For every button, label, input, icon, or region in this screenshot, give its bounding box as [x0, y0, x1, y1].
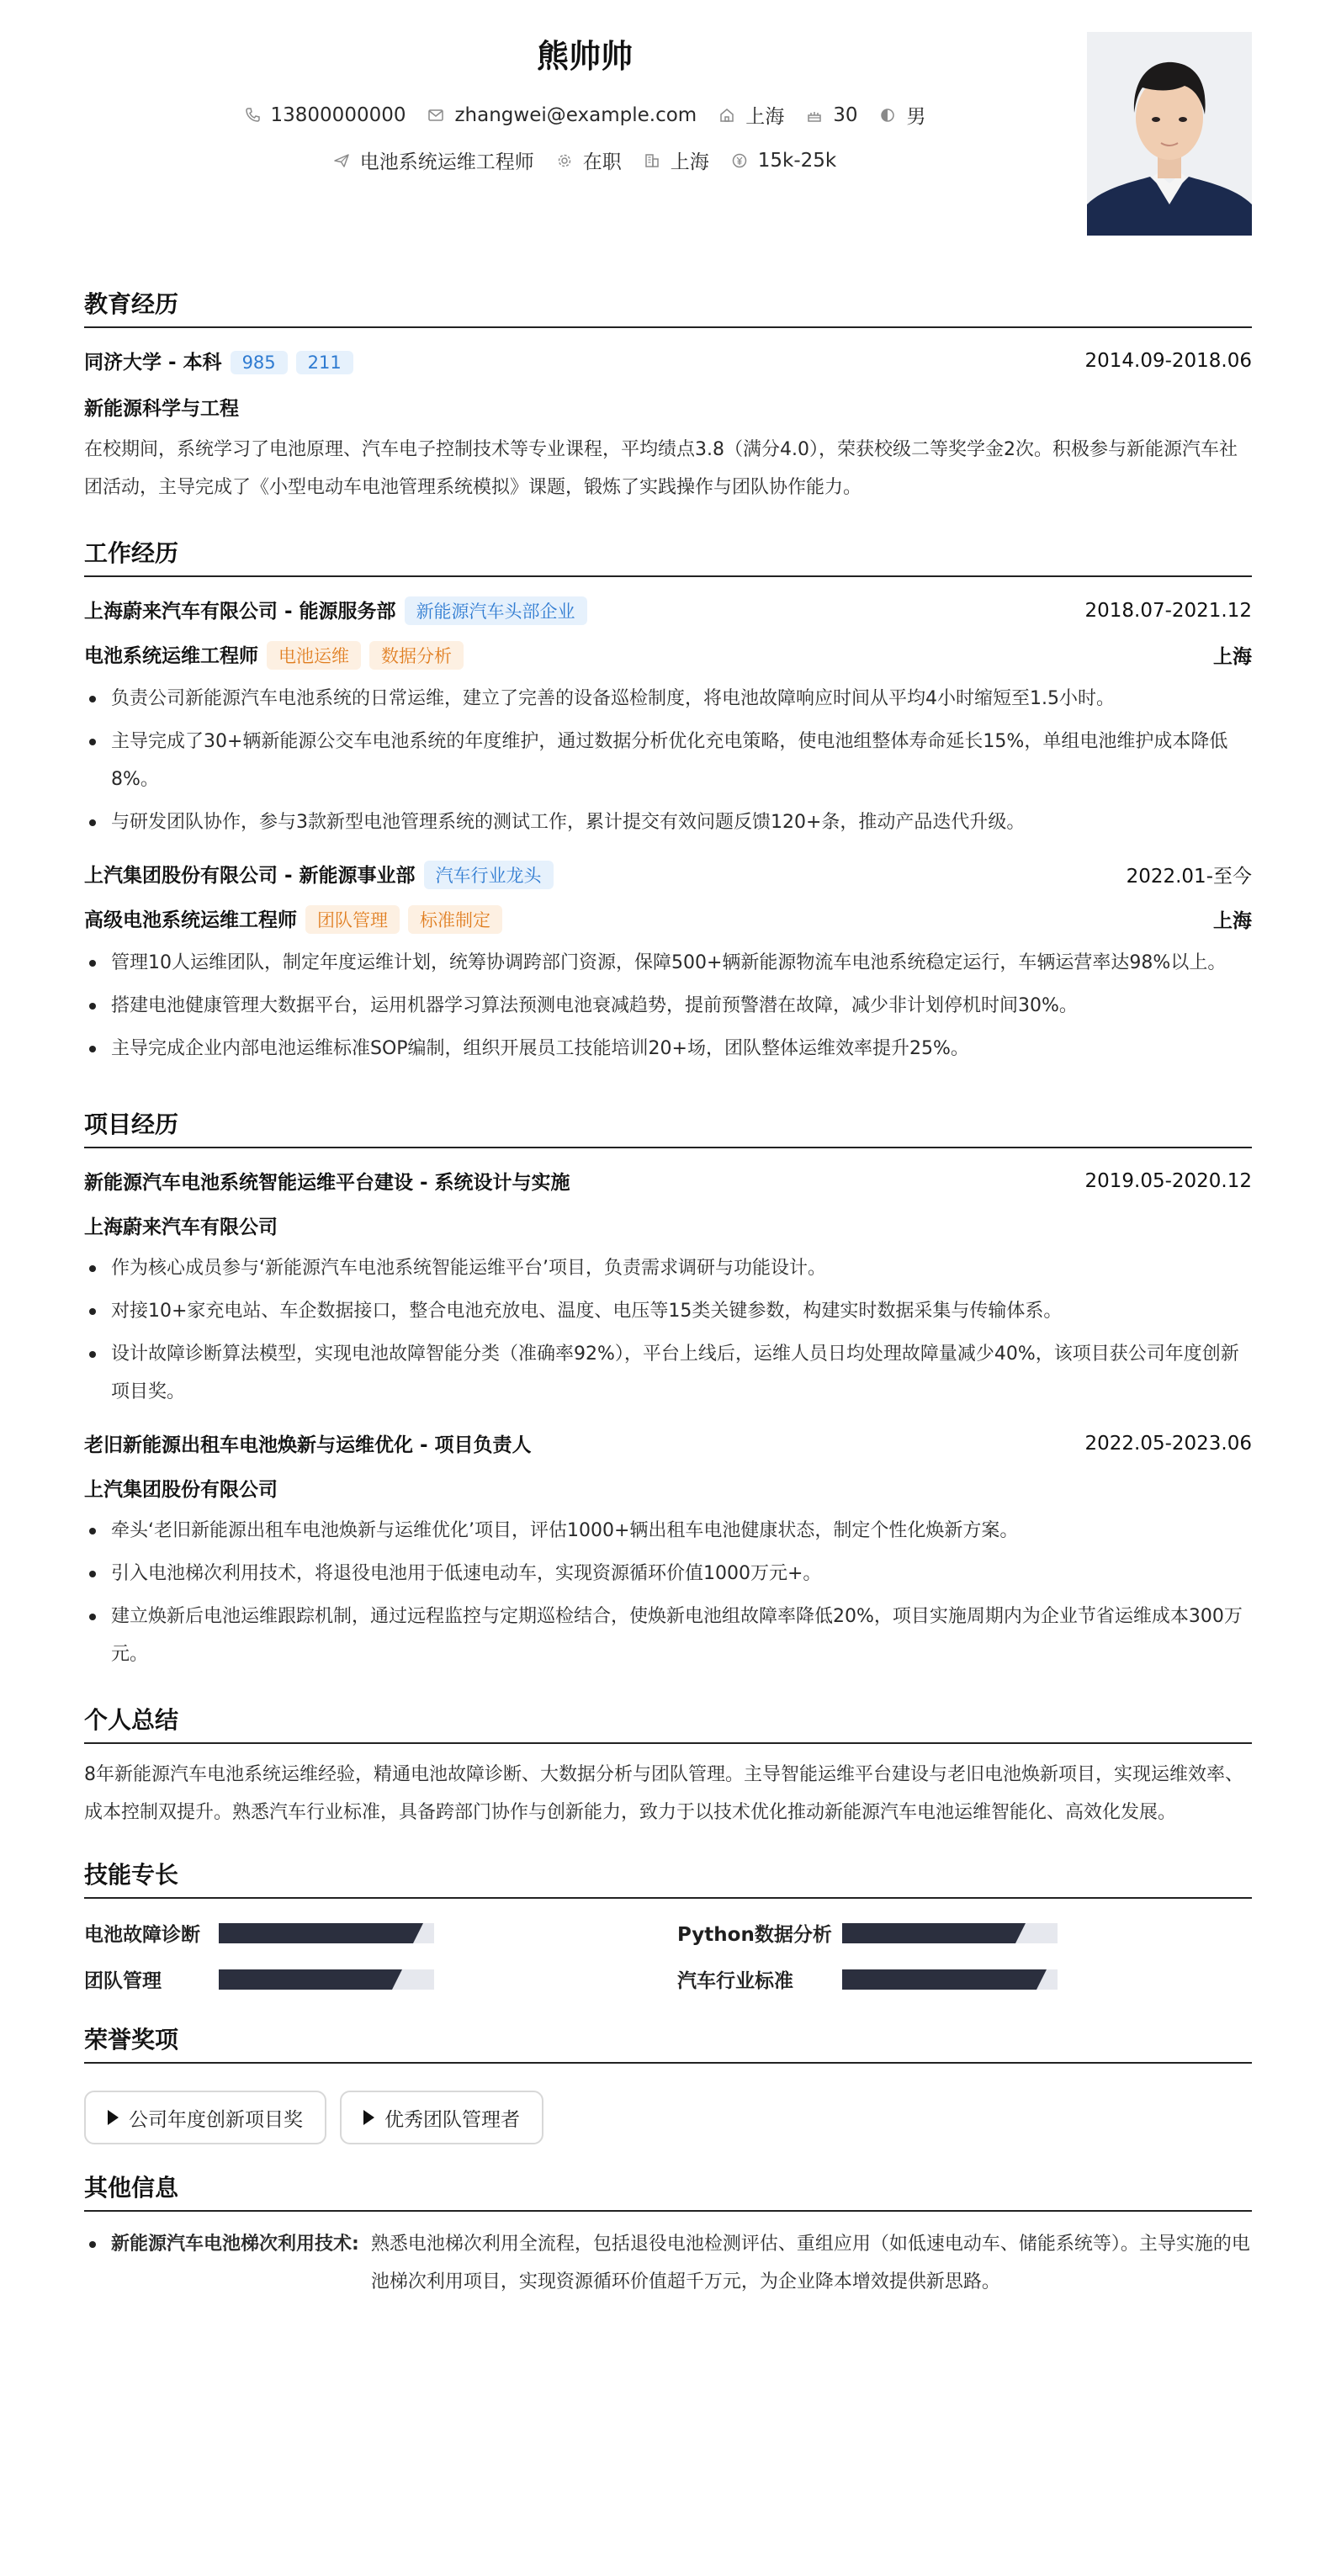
avatar	[1087, 32, 1252, 236]
work-location: 上海	[1213, 646, 1252, 668]
project-header	[84, 1429, 1252, 1457]
skill-bar-fill	[219, 1969, 392, 1990]
summary-section	[84, 1702, 1252, 1831]
project-org: 上海蔚来汽车有限公司	[84, 1216, 278, 1238]
coin-icon	[731, 152, 748, 169]
list-item: 搭建电池健康管理大数据平台，运用机器学习算法预测电池衰减趋势，提前预警潜在故障，减少非计划停机时间30%。	[84, 987, 1252, 1025]
role-name: 电池系统运维工程师	[84, 645, 258, 667]
role-tag: 团队管理	[305, 905, 400, 934]
list-item: 设计故障诊断算法模型，实现电池故障智能分类（准确率92%），平台上线后，运维人员日均处理故障量减少40%，该项目获公司年度创新项目奖。	[84, 1335, 1252, 1411]
skill-bar-fill	[842, 1969, 1036, 1990]
list-item: 对接10+家充电站、车企数据接口，整合电池充放电、温度、电压等15类关键参数，构建实时数据采集与传输体系。	[84, 1292, 1252, 1330]
position-text: 电池系统运维工程师	[359, 151, 534, 173]
honor-badge	[340, 2091, 543, 2144]
skill-item	[84, 1919, 677, 1947]
company-line	[84, 596, 587, 625]
role-tag: 数据分析	[369, 641, 464, 670]
skill-item	[677, 1965, 1254, 1993]
skill-bar	[219, 1923, 434, 1943]
skill-bar-fill	[219, 1923, 413, 1943]
skill-item	[84, 1965, 677, 1993]
list-item: 牵头‘老旧新能源出租车电池焕新与运维优化’项目，评估1000+辆出租车电池健康状态，制定个性化焕新方案。	[84, 1512, 1252, 1550]
play-icon	[363, 2110, 374, 2125]
status-info	[556, 146, 622, 174]
skill-bar	[219, 1969, 434, 1990]
work-date: 2018.07-2021.12	[1084, 599, 1252, 622]
list-item: 作为核心成员参与‘新能源汽车电池系统智能运维平台’项目，负责需求调研与功能设计。	[84, 1249, 1252, 1287]
skill-name: 汽车行业标准	[677, 1970, 793, 1992]
project-org: 上汽集团股份有限公司	[84, 1479, 278, 1501]
education-header	[84, 347, 1252, 374]
project-date: 2019.05-2020.12	[1084, 1169, 1252, 1192]
project-bullets	[84, 1249, 1252, 1411]
resume-header	[84, 0, 1252, 252]
honor-badge	[84, 2091, 326, 2144]
list-item: 与研发团队协作，参与3款新型电池管理系统的测试工作，累计提交有效问题反馈120+条，推动产品迭代升级。	[84, 803, 1252, 841]
list-item: 建立焕新后电池运维跟踪机制，通过远程监控与定期巡检结合，使焕新电池组故障率降低20%，项目实施周期内为企业节省运维成本300万元。	[84, 1598, 1252, 1673]
project-item	[84, 1429, 1252, 1673]
home-icon	[718, 107, 735, 124]
school-tag: 985	[231, 351, 288, 374]
work-item	[84, 860, 1252, 1068]
contact-row	[84, 101, 1085, 129]
other-list	[84, 2225, 1252, 2301]
major: 新能源科学与工程	[84, 398, 239, 420]
school-name: 同济大学 - 本科	[84, 352, 222, 374]
work-bullets	[84, 680, 1252, 841]
school-tag: 211	[296, 351, 353, 374]
phone-text: 13800000000	[270, 103, 406, 126]
job-intent-row	[84, 146, 1085, 174]
role-row	[84, 904, 1252, 934]
summary-title: 个人总结	[84, 1702, 1252, 1744]
status-text: 在职	[582, 151, 622, 173]
work-title: 工作经历	[84, 535, 1252, 577]
skills-grid	[84, 1919, 1252, 1993]
gender-text: 男	[906, 106, 926, 128]
gender-icon	[879, 107, 896, 124]
project-date: 2022.05-2023.06	[1084, 1432, 1252, 1455]
project-name: 老旧新能源出租车电池焕新与运维优化 - 项目负责人	[84, 1434, 532, 1456]
other-label: 新能源汽车电池梯次利用技术:	[111, 2234, 359, 2255]
building-icon	[644, 152, 660, 169]
city-info	[718, 101, 784, 129]
role-name: 高级电池系统运维工程师	[84, 909, 297, 931]
education-date: 2014.09-2018.06	[1084, 349, 1252, 372]
work-location: 上海	[1213, 910, 1252, 932]
list-item: 主导完成企业内部电池运维标准SOP编制，组织开展员工技能培训20+场，团队整体运维效率提升25%。	[84, 1030, 1252, 1068]
salary-text: 15k-25k	[757, 149, 837, 172]
send-icon	[333, 152, 350, 169]
gear-icon	[556, 152, 573, 169]
work-section	[84, 535, 1252, 1068]
company-tag: 汽车行业龙头	[424, 861, 554, 889]
skill-item	[677, 1919, 1254, 1947]
projects-section	[84, 1106, 1252, 1673]
other-text: 熟悉电池梯次利用全流程，包括退役电池检测评估、重组应用（如低速电动车、储能系统等）。主导实施的电池梯次利用项目，实现资源循环价值超千万元，为企业降本增效提供新思路。	[370, 2234, 1250, 2292]
list-item	[84, 2225, 1252, 2301]
skill-name: Python数据分析	[677, 1924, 832, 1946]
work-bullets	[84, 944, 1252, 1068]
work-date: 2022.01-至今	[1126, 866, 1252, 888]
list-item: 负责公司新能源汽车电池系统的日常运维，建立了完善的设备巡检制度，将电池故障响应时间从平均4小时缩短至1.5小时。	[84, 680, 1252, 718]
project-item	[84, 1167, 1252, 1411]
summary-text: 8年新能源汽车电池系统运维经验，精通电池故障诊断、大数据分析与团队管理。主导智能运维平台建设与老旧电池焕新项目，实现运维效率、成本控制双提升。熟悉汽车行业标准，具备跨部门协作与创新能力，致力于以技术优化推动新能源汽车电池运维智能化、高效化发展。	[84, 1764, 1244, 1823]
phone-icon	[244, 107, 261, 124]
phone-info	[244, 104, 406, 126]
play-icon	[108, 2110, 119, 2125]
role-tag: 电池运维	[267, 641, 361, 670]
honors-list	[84, 2091, 1252, 2144]
candidate-name: 熊帅帅	[536, 38, 633, 75]
age-text: 30	[833, 103, 858, 126]
projects-title: 项目经历	[84, 1106, 1252, 1148]
company-name: 上汽集团股份有限公司 - 新能源事业部	[84, 865, 416, 887]
email-info	[427, 104, 697, 126]
company-tag: 新能源汽车头部企业	[405, 596, 587, 625]
honors-section	[84, 2022, 1252, 2144]
other-title: 其他信息	[84, 2170, 1252, 2212]
age-icon	[806, 107, 823, 124]
mail-icon	[427, 107, 444, 124]
project-header	[84, 1167, 1252, 1195]
target-city-info	[644, 146, 709, 174]
school-line	[84, 347, 353, 374]
list-item: 管理10人运维团队，制定年度运维计划，统筹协调跨部门资源，保障500+辆新能源物流车电池系统稳定运行，车辆运营率达98%以上。	[84, 944, 1252, 982]
role-line	[84, 904, 502, 934]
list-item: 引入电池梯次利用技术，将退役电池用于低速电动车，实现资源循环价值1000万元+。	[84, 1555, 1252, 1593]
age-info	[806, 104, 857, 126]
target-city-text: 上海	[670, 151, 709, 173]
project-bullets	[84, 1512, 1252, 1673]
work-header	[84, 860, 1252, 889]
education-description: 在校期间，系统学习了电池原理、汽车电子控制技术等专业课程，平均绩点3.8（满分4.0），荣获校级二等奖学金2次。积极参与新能源汽车社团活动，主导完成了《小型电动车电池管理系统模拟》课题，锻炼了实践操作与团队协作能力。	[84, 439, 1238, 498]
other-section	[84, 2170, 1252, 2301]
skill-name: 电池故障诊断	[84, 1924, 200, 1946]
honor-label: 公司年度创新项目奖	[129, 2108, 303, 2131]
skills-section	[84, 1857, 1252, 1993]
role-row	[84, 640, 1252, 670]
role-line	[84, 640, 464, 670]
project-name: 新能源汽车电池系统智能运维平台建设 - 系统设计与实施	[84, 1172, 570, 1194]
skill-bar-fill	[842, 1923, 1015, 1943]
skill-name: 团队管理	[84, 1970, 162, 1992]
education-title: 教育经历	[84, 286, 1252, 328]
work-item	[84, 596, 1252, 841]
skill-bar	[842, 1969, 1058, 1990]
skills-title: 技能专长	[84, 1857, 1252, 1899]
email-text: zhangwei@example.com	[454, 103, 697, 126]
other-item	[111, 2225, 1252, 2301]
work-header	[84, 596, 1252, 625]
salary-info	[731, 150, 836, 172]
honors-title: 荣誉奖项	[84, 2022, 1252, 2064]
gender-info	[879, 101, 925, 129]
company-line	[84, 860, 554, 889]
education-section	[84, 286, 1252, 506]
city-text: 上海	[745, 106, 785, 128]
skill-bar	[842, 1923, 1058, 1943]
position-info	[333, 146, 534, 174]
honor-label: 优秀团队管理者	[384, 2108, 520, 2131]
list-item: 主导完成了30+辆新能源公交车电池系统的年度维护，通过数据分析优化充电策略，使电池组整体寿命延长15%，单组电池维护成本降低8%。	[84, 723, 1252, 798]
company-name: 上海蔚来汽车有限公司 - 能源服务部	[84, 601, 396, 623]
role-tag: 标准制定	[408, 905, 502, 934]
